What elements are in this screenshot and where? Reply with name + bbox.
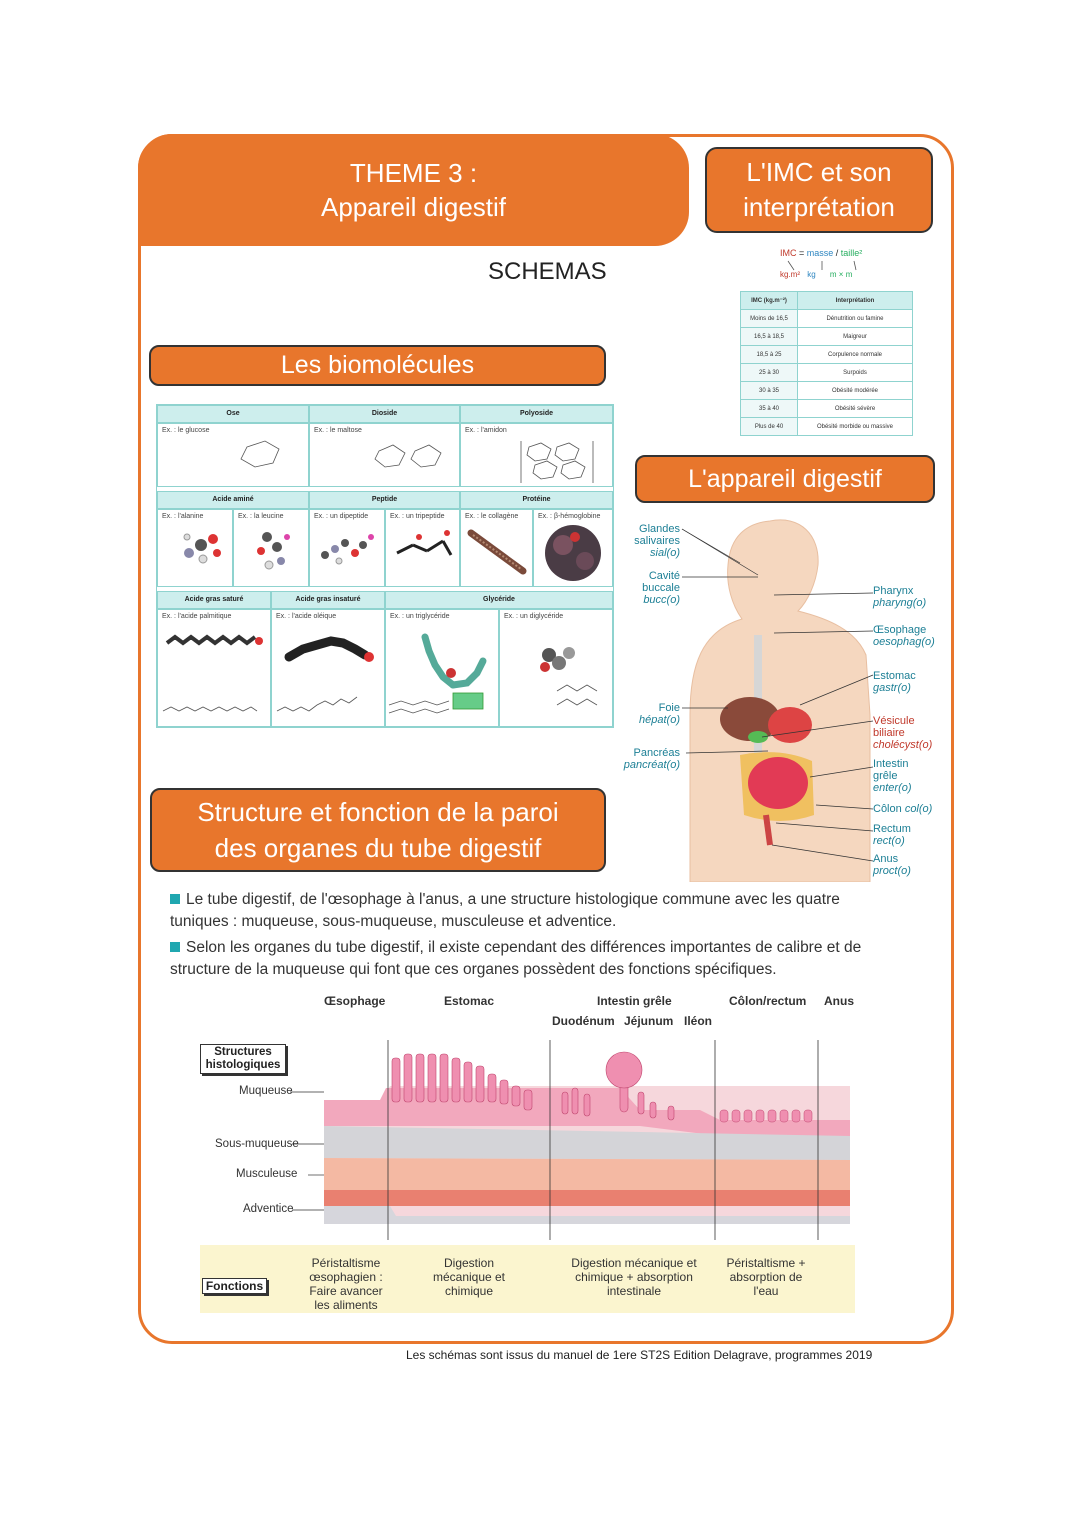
imc-label: Obésité morbide ou massive <box>798 418 913 436</box>
organ-name: Rectum <box>873 823 911 835</box>
bio-head-peptide: Peptide <box>309 491 460 509</box>
biomolecules-table <box>156 404 614 728</box>
bio-example: Ex. : un tripeptide <box>390 513 445 520</box>
unit-kg: kg <box>807 270 816 279</box>
bio-example: Ex. : β-hémoglobine <box>538 513 601 520</box>
dipeptide-molecule <box>321 534 374 564</box>
bullet-square-icon <box>170 942 180 952</box>
imc-label: Corpulence normale <box>798 346 913 364</box>
organ-root: hépat(o) <box>639 714 680 726</box>
bio-head-ag-insature: Acide gras insaturé <box>271 591 385 609</box>
organ-label-anus <box>873 853 911 877</box>
col-colon: Côlon/rectum <box>729 994 807 1008</box>
organ-name: Pancréas <box>633 747 680 759</box>
organ-label-glandes <box>630 523 680 559</box>
imc-formula <box>780 248 880 258</box>
imc-table-header <box>741 292 913 310</box>
formula-eq: = <box>796 248 807 258</box>
histology-diagram <box>200 1040 855 1250</box>
subcol-duodenum: Duodénum <box>552 1014 615 1028</box>
paragraph-1-text: Le tube digestif, de l'œsophage à l'anus, a une structure histologique commune avec les quatre tuniques : muqueuse, sous-muqueuse, musculeuse et adventice. <box>170 891 840 930</box>
col-anus: Anus <box>824 994 854 1008</box>
source-footer: Les schémas sont issus du manuel de 1ere ST2S Edition Delagrave, programmes 2019 <box>406 1348 873 1362</box>
fonction-intestin: Digestion mécanique et chimique + absorption intestinale <box>571 1256 697 1298</box>
tripeptide-molecule <box>397 530 451 555</box>
structure-title <box>150 788 606 872</box>
organ-root: col(o) <box>904 803 933 815</box>
organ-name-line2: buccale <box>642 582 680 594</box>
imc-formula-arrows <box>780 258 880 272</box>
table-row <box>741 400 913 418</box>
imc-range: 18,5 à 25 <box>741 346 798 364</box>
fonction-estomac: Digestion mécanique et chimique <box>432 1256 506 1298</box>
theme-title <box>138 134 689 246</box>
organ-label-vesicule <box>873 715 932 751</box>
col-estomac: Estomac <box>444 994 495 1008</box>
imc-range: Plus de 40 <box>741 418 798 436</box>
layer-muqueuse: Muqueuse <box>239 1085 293 1097</box>
hemoglobine-molecule <box>545 525 601 581</box>
bio-head-ose: Ose <box>157 405 309 423</box>
formula-taille: taille² <box>840 248 863 258</box>
paragraph-1 <box>170 889 900 933</box>
bullet-square-icon <box>170 894 180 904</box>
organ-name-line2: grêle <box>873 770 898 782</box>
oleique-molecule <box>277 641 374 711</box>
table-row <box>741 364 913 382</box>
organ-name: Pharynx <box>873 585 914 597</box>
table-row <box>741 418 913 436</box>
formula-imc: IMC <box>780 248 797 258</box>
bio-head-acide-amine: Acide aminé <box>157 491 309 509</box>
paragraph-2 <box>170 937 900 981</box>
triglyceride-molecule <box>389 637 483 713</box>
theme-line2: Appareil digestif <box>321 192 506 222</box>
organ-name: Œsophage <box>873 624 927 636</box>
bio-head-dioside: Dioside <box>309 405 460 423</box>
imc-range: Moins de 16,5 <box>741 310 798 328</box>
organ-name: Côlon <box>873 803 902 815</box>
layer-adventice: Adventice <box>243 1203 294 1215</box>
organ-root: cholécyst(o) <box>873 739 933 751</box>
fonction-colon: Péristaltisme + absorption de l'eau <box>726 1256 806 1298</box>
organ-name: Foie <box>658 702 680 714</box>
organ-root: pancréat(o) <box>623 759 680 771</box>
imc-range: 35 à 40 <box>741 400 798 418</box>
alanine-molecule <box>184 534 221 563</box>
organ-root: pharyng(o) <box>873 597 927 609</box>
bio-example: Ex. : le collagène <box>465 513 519 520</box>
table-row <box>741 328 913 346</box>
imc-range: 30 à 35 <box>741 382 798 400</box>
organ-leader-lines <box>680 515 875 882</box>
bio-example: Ex. : un dipeptide <box>314 513 369 520</box>
imc-label: Surpoids <box>798 364 913 382</box>
bio-example: Ex. : l'acide palmitique <box>162 613 232 620</box>
imc-title-line1: L'IMC et son <box>746 157 892 187</box>
subcol-ileon: Iléon <box>684 1014 713 1028</box>
bio-example: Ex. : le maltose <box>314 427 362 434</box>
organ-root: oesophag(o) <box>873 636 935 648</box>
imc-title <box>705 147 933 233</box>
organ-name: Estomac <box>873 670 916 682</box>
bio-example: Ex. : la leucine <box>238 513 284 520</box>
imc-range: 16,5 à 18,5 <box>741 328 798 346</box>
diglyceride-molecule <box>540 647 597 705</box>
layer-musculeuse: Musculeuse <box>236 1168 298 1180</box>
bio-example: Ex. : l'amidon <box>465 427 507 434</box>
subcol-jejunum: Jéjunum <box>624 1014 674 1028</box>
layer-sous-muqueuse: Sous-muqueuse <box>215 1138 299 1150</box>
appareil-title <box>635 455 935 503</box>
organ-label-intestin <box>873 758 912 794</box>
organ-label-pharynx <box>873 585 926 609</box>
amidon-molecule <box>521 441 593 483</box>
col-oesophage: Œsophage <box>324 994 386 1008</box>
bio-head-proteine: Protéine <box>460 491 613 509</box>
structure-title-line1: Structure et fonction de la paroi <box>197 797 559 827</box>
imc-col2: Interprétation <box>798 292 913 310</box>
bio-example: Ex. : un diglycéride <box>504 613 564 620</box>
bio-example: Ex. : le glucose <box>162 427 210 434</box>
maltose-molecule <box>375 445 441 467</box>
formula-masse: masse <box>806 248 834 258</box>
molecule-illustrations <box>157 405 613 727</box>
unit-kgm2: kg.m² <box>780 270 800 279</box>
collagene-molecule <box>471 533 523 571</box>
organ-root: enter(o) <box>873 782 912 794</box>
palmitique-molecule <box>163 637 263 711</box>
organ-name: Vésicule <box>873 715 915 727</box>
schemas-heading: SCHEMAS <box>488 258 607 285</box>
bio-example: Ex. : l'alanine <box>162 513 204 520</box>
bio-example: Ex. : l'acide oléique <box>276 613 337 620</box>
organ-name-line2: biliaire <box>873 727 905 739</box>
organ-root: sial(o) <box>650 547 680 559</box>
imc-range: 25 à 30 <box>741 364 798 382</box>
organ-name: Cavité <box>648 570 680 582</box>
organ-label-oesophage <box>873 624 935 648</box>
table-row <box>741 346 913 364</box>
organ-root: proct(o) <box>873 865 911 877</box>
bio-head-glyceride: Glycéride <box>385 591 613 609</box>
organ-root: rect(o) <box>873 835 905 847</box>
imc-label: Dénutrition ou famine <box>798 310 913 328</box>
organ-label-rectum <box>873 823 911 847</box>
organ-root: gastr(o) <box>873 682 911 694</box>
fonctions-label-text: Fonctions <box>205 1279 264 1293</box>
formula-sep: / <box>833 248 841 258</box>
glucose-molecule <box>241 441 279 467</box>
leucine-molecule <box>257 532 290 569</box>
imc-label: Maigreur <box>798 328 913 346</box>
imc-title-line2: interprétation <box>743 192 895 222</box>
fonction-oesophage: Péristaltisme œsophagien : Faire avancer les aliments <box>309 1256 383 1312</box>
organ-label-cavite <box>630 570 680 606</box>
organ-label-pancreas <box>610 747 680 771</box>
organ-root: bucc(o) <box>643 594 680 606</box>
bio-head-ag-sature: Acide gras saturé <box>157 591 271 609</box>
imc-col1: IMC (kg.m⁻²) <box>741 292 798 310</box>
theme-line1: THEME 3 : <box>349 158 478 188</box>
imc-table-wrap <box>740 291 913 436</box>
table-row <box>741 382 913 400</box>
imc-table <box>740 291 913 436</box>
organ-label-estomac <box>873 670 916 694</box>
structure-title-line2: des organes du tube digestif <box>214 833 542 863</box>
imc-label: Obésité modérée <box>798 382 913 400</box>
organ-name: Intestin <box>873 758 909 770</box>
col-intestin: Intestin grêle <box>597 994 672 1008</box>
structures-label-text: Structures histologiques <box>205 1046 281 1071</box>
table-row <box>741 310 913 328</box>
organ-name: Glandes salivaires <box>634 523 680 547</box>
biomolecules-title <box>149 345 606 386</box>
bio-head-polyoside: Polyoside <box>460 405 613 423</box>
unit-mm: m × m <box>829 270 853 279</box>
imc-label: Obésité sévère <box>798 400 913 418</box>
appareil-title-text: L'appareil digestif <box>688 464 882 493</box>
bio-example: Ex. : un triglycéride <box>390 613 450 620</box>
paragraph-2-text: Selon les organes du tube digestif, il existe cependant des différences importantes de calibre et de structure de la muqueuse qui font que ces organes possèdent des fonctions spécifiques. <box>170 939 862 978</box>
organ-label-colon <box>873 803 932 815</box>
fonctions-label <box>202 1278 267 1294</box>
organ-label-foie <box>630 702 680 726</box>
biomolecules-title-text: Les biomolécules <box>280 351 475 379</box>
organ-name: Anus <box>873 853 899 865</box>
